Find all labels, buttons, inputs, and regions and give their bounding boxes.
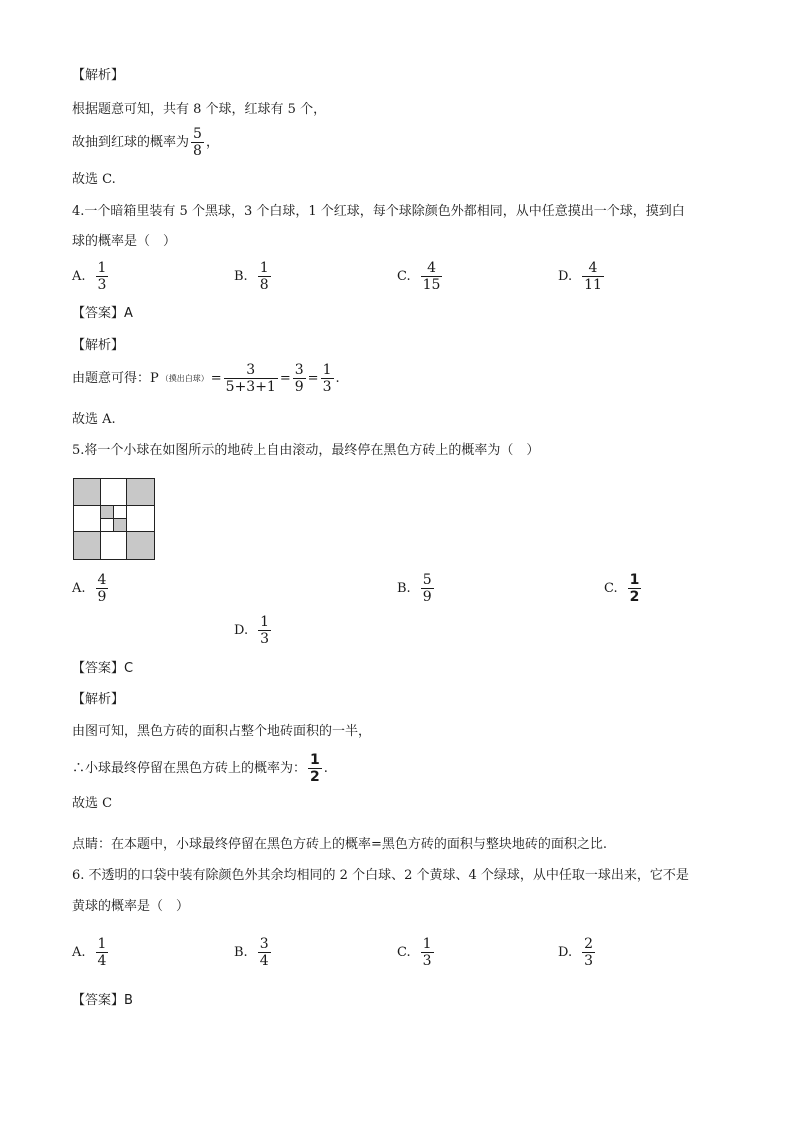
fraction-numerator: 4 — [97, 572, 107, 588]
period: . — [323, 760, 328, 776]
question-5-stem: 5.将一个小球在如图所示的地砖上自由滚动，最终停在黑色方砖上的概率为（ ） — [72, 443, 540, 458]
q6-option-b — [234, 936, 273, 969]
dark-tile — [74, 479, 101, 506]
option-fraction — [258, 936, 271, 969]
option-fraction — [421, 936, 434, 969]
period: . — [335, 370, 340, 386]
option-letter: A. — [72, 269, 86, 284]
calc-fraction-2 — [293, 362, 306, 395]
fraction-denominator: 3 — [422, 953, 432, 969]
white-small-tile — [101, 519, 114, 532]
white-tile — [74, 506, 101, 532]
fraction-numerator: 1 — [259, 260, 269, 276]
option-letter: C. — [397, 269, 411, 284]
q5-option-b — [397, 572, 436, 605]
option-letter: D. — [558, 269, 573, 284]
option-letter: C. — [397, 945, 411, 960]
fraction-numerator: 1 — [97, 260, 107, 276]
fraction-denominator: 2 — [629, 589, 640, 605]
q4-option-c — [397, 260, 444, 293]
option-fraction — [582, 936, 595, 969]
q4-answer: 【答案】A — [72, 306, 133, 321]
floor-tile-figure — [73, 478, 155, 560]
fraction-denominator: 4 — [97, 953, 107, 969]
fraction-denominator: 2 — [310, 769, 320, 785]
option-fraction — [96, 936, 109, 969]
fraction-numerator: 1 — [310, 752, 320, 768]
dark-tile — [127, 532, 154, 559]
option-fraction — [421, 572, 434, 605]
fraction-denominator: 8 — [193, 143, 202, 159]
dark-small-tile — [101, 506, 114, 519]
fraction-denominator: 4 — [259, 953, 269, 969]
fraction-numerator: 1 — [422, 936, 432, 952]
question-4-stem: 4.一个暗箱里装有 5 个黑球，3 个白球，1 个红球，每个球除颜色外都相同，从中任意摸出一个球，摸到白 — [72, 204, 685, 219]
q4-analysis-label: 【解析】 — [72, 338, 125, 353]
option-fraction — [582, 260, 604, 293]
fraction-numerator: 3 — [259, 936, 269, 952]
q6-answer: 【答案】B — [72, 993, 133, 1008]
fraction-denominator: 9 — [422, 589, 432, 605]
white-small-tile — [114, 506, 127, 519]
probability-text: ∴小球最终停留在黑色方砖上的概率为： — [72, 760, 307, 776]
q5-answer: 【答案】C — [72, 661, 134, 676]
fraction-numerator: 4 — [427, 260, 436, 276]
option-fraction — [258, 260, 271, 293]
q6-option-d — [558, 936, 597, 969]
fraction-denominator: 3 — [584, 953, 594, 969]
q5-option-c — [604, 572, 643, 605]
option-letter: A. — [72, 581, 86, 596]
fraction-numerator: 3 — [246, 362, 256, 378]
option-fraction — [421, 260, 443, 293]
question-4-stem-cont: 球的概率是（ ） — [72, 234, 177, 249]
option-letter: B. — [397, 581, 411, 596]
fraction-denominator: 11 — [584, 277, 602, 293]
fraction-denominator: 8 — [259, 277, 269, 293]
analysis-label: 【解析】 — [72, 68, 125, 83]
equals-sign: = — [279, 370, 291, 386]
fraction-denominator: 3 — [322, 379, 332, 395]
fraction-numerator: 5 — [422, 572, 432, 588]
dark-small-tile — [114, 519, 127, 532]
fraction-denominator: 9 — [294, 379, 304, 395]
q5-analysis-label: 【解析】 — [72, 692, 125, 707]
fraction-denominator: 15 — [422, 277, 441, 293]
option-letter: D. — [558, 945, 573, 960]
option-letter: D. — [234, 623, 249, 638]
fraction-numerator: 1 — [260, 614, 270, 630]
fraction-denominator: 5+3+1 — [225, 379, 276, 395]
fraction-numerator: 2 — [584, 936, 594, 952]
option-letter: B. — [234, 269, 248, 284]
fraction-numerator: 5 — [193, 126, 202, 142]
analysis-line: 根据题意可知，共有 8 个球，红球有 5 个， — [72, 102, 327, 117]
option-fraction — [628, 572, 642, 605]
question-6-stem-cont: 黄球的概率是（ ） — [72, 899, 190, 914]
q4-conclusion: 故选 A. — [72, 412, 116, 427]
q5-probability-line — [72, 752, 328, 785]
option-letter: C. — [604, 581, 618, 596]
fraction-numerator: 1 — [322, 362, 332, 378]
conclusion: 故选 C. — [72, 172, 116, 187]
equals-sign: = — [307, 370, 319, 386]
q6-option-a — [72, 936, 110, 969]
q5-conclusion: 故选 C — [72, 796, 113, 811]
calc-subscript: （摸出白球） — [160, 373, 209, 383]
white-tile — [127, 506, 154, 532]
white-tile — [101, 479, 127, 506]
q5-option-d — [234, 614, 273, 647]
option-fraction — [96, 260, 109, 293]
question-6-stem: 6. 不透明的口袋中装有除颜色外其余均相同的 2 个白球、2 个黄球、4 个绿球，从中任取一球出来，它不是 — [72, 868, 689, 883]
fraction-denominator: 9 — [97, 589, 107, 605]
probability-fraction — [191, 126, 204, 159]
q5-option-a — [72, 572, 110, 605]
fraction-numerator: 1 — [97, 936, 107, 952]
calc-fraction-1 — [224, 362, 278, 395]
q4-calculation — [72, 362, 340, 395]
calc-fraction-3 — [321, 362, 334, 395]
option-fraction — [96, 572, 109, 605]
probability-fraction — [308, 752, 322, 785]
q4-option-d — [558, 260, 606, 293]
probability-text: 故抽到红球的概率为 — [72, 134, 190, 150]
q5-comment: 点睛：在本题中，小球最终停留在黑色方砖上的概率=黑色方砖的面积与整块地砖的面积之比. — [72, 837, 608, 852]
option-letter: A. — [72, 945, 86, 960]
fraction-numerator: 1 — [629, 572, 640, 588]
option-fraction — [258, 614, 271, 647]
q4-option-a — [72, 260, 110, 293]
q4-option-b — [234, 260, 273, 293]
dark-tile — [74, 532, 101, 559]
fraction-denominator: 3 — [260, 631, 270, 647]
fraction-denominator: 3 — [97, 277, 107, 293]
q6-option-c — [397, 936, 436, 969]
white-tile — [101, 532, 127, 559]
fraction-numerator: 3 — [294, 362, 304, 378]
option-letter: B. — [234, 945, 248, 960]
punctuation: ， — [205, 134, 219, 150]
equals-sign: = — [210, 370, 222, 386]
fraction-numerator: 4 — [588, 260, 598, 276]
probability-line — [72, 126, 219, 159]
dark-tile — [127, 479, 154, 506]
q5-analysis-line: 由图可知，黑色方砖的面积占整个地砖面积的一半， — [72, 724, 372, 739]
calc-text: 由题意可得：P — [72, 370, 159, 386]
